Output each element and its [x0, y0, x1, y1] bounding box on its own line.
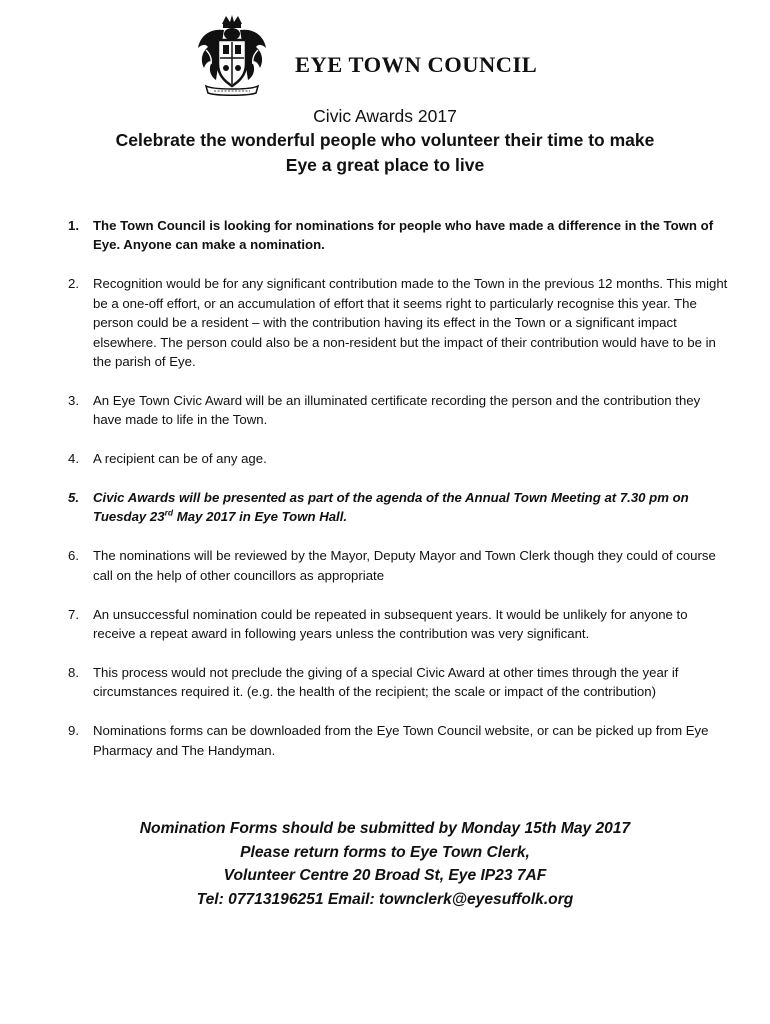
return-address: Volunteer Centre 20 Broad St, Eye IP23 7AF	[223, 867, 547, 884]
list-item-text: A recipient can be of any age.	[93, 451, 267, 467]
list-item-number: 7.	[68, 606, 79, 622]
list-item	[68, 488, 728, 527]
return-instructions: Please return forms to Eye Town Clerk,	[240, 843, 530, 861]
list-item-text: An unsuccessful nomination could be repeated in subsequent years. It would be unlikely for anyone to receive a repeat award in following years unless the contribution was very significant.	[93, 606, 688, 642]
list-item	[68, 721, 728, 760]
submission-details	[40, 817, 730, 911]
list-item-number: 9.	[68, 723, 79, 739]
submission-deadline: Nomination Forms should be submitted by Monday 15th May 2017	[139, 820, 631, 837]
list-item	[68, 546, 728, 585]
list-item-number: 5.	[68, 490, 79, 506]
list-item	[68, 449, 728, 468]
list-item	[68, 274, 728, 371]
list-item-text-after: May 2017 in Eye Town Hall.	[173, 509, 348, 525]
date-ordinal-superscript: rd	[164, 508, 174, 519]
list-item-text: Recognition would be for any significant contribution made to the Town in the previous 12 months. This might be a one-off effort, or an accumulation of effort that it seems right to particularly recognise this year. The person could be a resident – with the contribution having its effect in the Town or a significant impact elsewhere. The person could also be a non-resident but the impact of their contribution would have to be in the parish of Eye.	[93, 276, 728, 369]
title-line-3: Eye a great place to live	[285, 155, 485, 175]
numbered-list	[68, 216, 728, 780]
contact-details: Tel: 07713196251 Email: townclerk@eyesuffolk.org	[196, 890, 574, 908]
list-item-number: 2.	[68, 276, 79, 292]
list-item	[68, 391, 728, 430]
page-title	[40, 104, 730, 178]
list-item-number: 3.	[68, 392, 79, 408]
list-item	[68, 663, 728, 702]
town-crest-icon	[192, 14, 272, 96]
list-item-text: This process would not preclude the giving of a special Civic Award at other times through the year if circumstances required it. (e.g. the health of the recipient; the scale or impact of the contribution)	[93, 665, 679, 700]
title-line-1: Civic Awards 2017	[313, 106, 457, 126]
list-item	[68, 216, 728, 255]
list-item	[68, 605, 728, 644]
list-item-text-before: Civic Awards will be presented as part of the agenda of the Annual Town Meeting at 7.30 pm on Tuesday 23	[93, 490, 689, 525]
council-name: EYE TOWN COUNCIL	[295, 52, 538, 77]
list-item-number: 4.	[68, 451, 79, 467]
list-item-text: The nominations will be reviewed by the Mayor, Deputy Mayor and Town Clerk though they could of course call on the help of other councillors as appropriate	[93, 548, 716, 583]
title-line-2: Celebrate the wonderful people who volunteer their time to make	[115, 130, 655, 150]
list-item-number: 1.	[68, 218, 79, 233]
list-item-number: 6.	[68, 548, 79, 564]
letterhead	[192, 14, 612, 96]
list-item-text: The Town Council is looking for nominations for people who have made a difference in the Town of Eye. Anyone can make a nomination.	[93, 218, 714, 253]
list-item-number: 8.	[68, 665, 79, 680]
list-item-text: An Eye Town Civic Award will be an illuminated certificate recording the person and the contribution they have made to life in the Town.	[93, 392, 701, 428]
list-item-text: Nominations forms can be downloaded from the Eye Town Council website, or can be picked up from Eye Pharmacy and The Handyman.	[93, 723, 709, 758]
